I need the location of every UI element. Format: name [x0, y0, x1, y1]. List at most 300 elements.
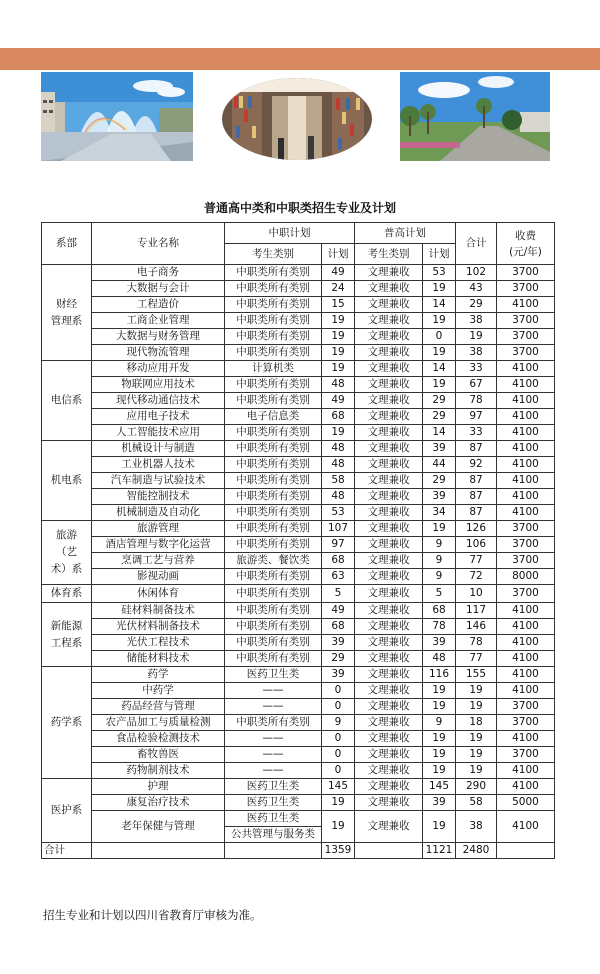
total-cell: 78 [456, 635, 497, 651]
pg-type-cell: 文理兼收 [355, 553, 423, 569]
major-cell: 工商企业管理 [92, 313, 225, 329]
total-cell: 33 [456, 361, 497, 377]
header-total: 合计 [456, 223, 497, 265]
pg-type-cell: 文理兼收 [355, 635, 423, 651]
total-cell: 77 [456, 651, 497, 667]
total-cell: 19 [456, 329, 497, 345]
zz-plan-cell: 107 [322, 521, 355, 537]
major-cell: 休闲体育 [92, 585, 225, 603]
zz-plan-cell: 39 [322, 635, 355, 651]
major-cell: 药物制剂技术 [92, 763, 225, 779]
table-row [42, 329, 555, 345]
major-cell: 旅游管理 [92, 521, 225, 537]
pg-plan-cell: 39 [423, 441, 456, 457]
table-row [42, 569, 555, 585]
major-cell: 汽车制造与试验技术 [92, 473, 225, 489]
zz-type-cell: —— [225, 763, 322, 779]
pg-type-cell: 文理兼收 [355, 521, 423, 537]
total-cell: 126 [456, 521, 497, 537]
total-cell: 87 [456, 489, 497, 505]
zz-plan-cell: 19 [322, 425, 355, 441]
total-cell: 29 [456, 297, 497, 313]
pg-type-cell: 文理兼收 [355, 313, 423, 329]
fee-cell: 4100 [497, 473, 555, 489]
zz-type-cell: 医药卫生类 [225, 667, 322, 683]
zz-type-cell: 中职类所有类别 [225, 393, 322, 409]
total-cell: 19 [456, 699, 497, 715]
major-cell: 硅材料制备技术 [92, 603, 225, 619]
zz-plan-cell: 0 [322, 683, 355, 699]
pg-plan-cell: 5 [423, 585, 456, 603]
table-row [42, 619, 555, 635]
header-pg-plan: 计划 [423, 244, 456, 265]
major-cell: 应用电子技术 [92, 409, 225, 425]
major-cell: 工程造价 [92, 297, 225, 313]
major-cell: 农产品加工与质量检测 [92, 715, 225, 731]
header-fee-label: 收费 [515, 229, 536, 242]
zz-plan-cell: 48 [322, 441, 355, 457]
total-cell: 87 [456, 505, 497, 521]
table-row [42, 667, 555, 683]
pg-type-cell: 文理兼收 [355, 425, 423, 441]
zz-plan-cell: 19 [322, 329, 355, 345]
pg-plan-cell: 19 [423, 313, 456, 329]
zz-type-cell: 计算机类 [225, 361, 322, 377]
table-row [42, 715, 555, 731]
pg-type-cell: 文理兼收 [355, 651, 423, 667]
zz-type-cell: 中职类所有类别 [225, 329, 322, 345]
fee-cell: 4100 [497, 731, 555, 747]
pg-type-cell: 文理兼收 [355, 329, 423, 345]
total-cell: 72 [456, 569, 497, 585]
pg-plan-cell: 29 [423, 393, 456, 409]
fee-cell: 4100 [497, 297, 555, 313]
table-row [42, 651, 555, 667]
major-cell: 食品检验检测技术 [92, 731, 225, 747]
major-cell: 康复治疗技术 [92, 795, 225, 811]
fee-cell: 4100 [497, 361, 555, 377]
zz-plan-cell: 29 [322, 651, 355, 667]
pg-type-cell: 文理兼收 [355, 683, 423, 699]
pg-type-cell: 文理兼收 [355, 489, 423, 505]
dept-cell: 体育系 [42, 585, 92, 603]
header-fee-unit: (元/年) [509, 245, 542, 258]
dept-cell: 药学系 [42, 667, 92, 779]
fee-cell: 4100 [497, 425, 555, 441]
dept-cell: 机电系 [42, 441, 92, 521]
pg-type-cell: 文理兼收 [355, 377, 423, 393]
zz-type-cell: —— [225, 699, 322, 715]
pg-type-cell: 文理兼收 [355, 619, 423, 635]
total-sum: 2480 [456, 843, 497, 859]
fee-cell: 4100 [497, 683, 555, 699]
total-cell: 19 [456, 731, 497, 747]
major-cell: 护理 [92, 779, 225, 795]
table-row [42, 265, 555, 281]
pg-plan-cell: 14 [423, 425, 456, 441]
total-cell: 19 [456, 747, 497, 763]
total-cell: 87 [456, 441, 497, 457]
pg-plan-cell: 14 [423, 361, 456, 377]
pg-plan-cell: 19 [423, 377, 456, 393]
zz-type-cell: 中职类所有类别 [225, 619, 322, 635]
table-row [42, 345, 555, 361]
major-cell: 现代移动通信技术 [92, 393, 225, 409]
zz-type-cell: 旅游类、餐饮类 [225, 553, 322, 569]
total-cell: 78 [456, 393, 497, 409]
pg-plan-cell: 19 [423, 699, 456, 715]
zz-plan-cell: 0 [322, 747, 355, 763]
fee-cell: 5000 [497, 795, 555, 811]
fee-cell: 4100 [497, 811, 555, 843]
table-row [42, 553, 555, 569]
pg-plan-cell: 39 [423, 635, 456, 651]
zz-plan-cell: 24 [322, 281, 355, 297]
header-zz-plan: 计划 [322, 244, 355, 265]
table-row [42, 393, 555, 409]
header-zz-type: 考生类别 [225, 244, 322, 265]
table-row [42, 457, 555, 473]
pg-type-cell: 文理兼收 [355, 603, 423, 619]
major-cell: 老年保健与管理 [92, 811, 225, 843]
zz-plan-cell: 15 [322, 297, 355, 313]
header-zhongzhi-plan: 中职计划 [225, 223, 355, 244]
fee-cell: 3700 [497, 537, 555, 553]
zz-type-cell: 中职类所有类别 [225, 585, 322, 603]
table-row [42, 747, 555, 763]
zz-plan-cell: 5 [322, 585, 355, 603]
major-cell: 机械制造及自动化 [92, 505, 225, 521]
table-row [42, 425, 555, 441]
major-cell: 大数据与会计 [92, 281, 225, 297]
pg-type-cell: 文理兼收 [355, 441, 423, 457]
fee-cell: 4100 [497, 377, 555, 393]
zz-type-cell: 中职类所有类别 [225, 313, 322, 329]
pg-type-cell: 文理兼收 [355, 569, 423, 585]
pg-plan-cell: 19 [423, 763, 456, 779]
header-putong-plan: 普高计划 [355, 223, 456, 244]
total-cell: 33 [456, 425, 497, 441]
pg-plan-cell: 39 [423, 795, 456, 811]
pg-plan-cell: 78 [423, 619, 456, 635]
major-cell: 移动应用开发 [92, 361, 225, 377]
major-cell: 光伏工程技术 [92, 635, 225, 651]
table-row [42, 763, 555, 779]
pg-type-cell: 文理兼收 [355, 345, 423, 361]
fee-cell: 3700 [497, 329, 555, 345]
pg-plan-cell: 68 [423, 603, 456, 619]
total-cell: 58 [456, 795, 497, 811]
table-row [42, 811, 555, 827]
dept-cell: 新能源 工程系 [42, 603, 92, 667]
table-row [42, 635, 555, 651]
pg-plan-cell: 19 [423, 747, 456, 763]
major-cell: 烹调工艺与营养 [92, 553, 225, 569]
zz-type-cell: 中职类所有类别 [225, 281, 322, 297]
pg-plan-cell: 145 [423, 779, 456, 795]
campus-road-photo [400, 72, 550, 161]
total-cell: 38 [456, 313, 497, 329]
fee-cell: 3700 [497, 747, 555, 763]
total-cell: 38 [456, 345, 497, 361]
zz-plan-cell: 19 [322, 361, 355, 377]
zz-plan-cell: 19 [322, 811, 355, 843]
pg-type-cell: 文理兼收 [355, 457, 423, 473]
zz-type-cell: 医药卫生类 [225, 811, 322, 827]
pg-type-cell: 文理兼收 [355, 409, 423, 425]
zz-type-cell: 中职类所有类别 [225, 489, 322, 505]
fee-cell: 3700 [497, 553, 555, 569]
dept-cell: 财经 管理系 [42, 265, 92, 361]
table-row [42, 683, 555, 699]
fee-cell: 3700 [497, 585, 555, 603]
major-cell: 现代物流管理 [92, 345, 225, 361]
fee-cell: 4100 [497, 603, 555, 619]
total-cell: 19 [456, 763, 497, 779]
table-row [42, 489, 555, 505]
pg-plan-cell: 29 [423, 409, 456, 425]
major-cell: 药学 [92, 667, 225, 683]
pg-type-cell: 文理兼收 [355, 537, 423, 553]
total-cell: 18 [456, 715, 497, 731]
table-row [42, 409, 555, 425]
zz-plan-cell: 49 [322, 603, 355, 619]
dept-cell: 医护系 [42, 779, 92, 843]
zz-plan-cell: 63 [322, 569, 355, 585]
pg-type-cell: 文理兼收 [355, 779, 423, 795]
zz-type-cell: 电子信息类 [225, 409, 322, 425]
table-row [42, 699, 555, 715]
pg-plan-cell: 29 [423, 473, 456, 489]
pg-plan-cell: 0 [423, 329, 456, 345]
pg-type-cell: 文理兼收 [355, 281, 423, 297]
campus-fountain-photo [41, 72, 193, 161]
fee-cell: 3700 [497, 313, 555, 329]
pg-plan-cell: 9 [423, 715, 456, 731]
table-row [42, 441, 555, 457]
major-cell: 电子商务 [92, 265, 225, 281]
total-cell: 92 [456, 457, 497, 473]
total-label: 合计 [42, 843, 92, 859]
total-cell: 10 [456, 585, 497, 603]
table-row [42, 297, 555, 313]
fee-cell: 4100 [497, 409, 555, 425]
zz-plan-cell: 68 [322, 409, 355, 425]
total-cell: 106 [456, 537, 497, 553]
table-row [42, 313, 555, 329]
dept-cell: 电信系 [42, 361, 92, 441]
zz-type-cell: 中职类所有类别 [225, 569, 322, 585]
table-row [42, 361, 555, 377]
major-cell: 影视动画 [92, 569, 225, 585]
zz-type-cell: 中职类所有类别 [225, 651, 322, 667]
zz-plan-cell: 48 [322, 457, 355, 473]
table-row [42, 603, 555, 619]
total-cell: 77 [456, 553, 497, 569]
fee-cell: 3700 [497, 345, 555, 361]
fee-cell: 4100 [497, 441, 555, 457]
fee-cell: 4100 [497, 619, 555, 635]
zz-type-cell: 中职类所有类别 [225, 265, 322, 281]
fee-cell: 3700 [497, 281, 555, 297]
table-row [42, 779, 555, 795]
table-row [42, 377, 555, 393]
fee-cell: 4100 [497, 667, 555, 683]
pg-plan-cell: 116 [423, 667, 456, 683]
header-banner [0, 48, 600, 70]
dept-cell: 旅游 （艺 术）系 [42, 521, 92, 585]
zz-plan-cell: 68 [322, 619, 355, 635]
zz-type-cell: 中职类所有类别 [225, 521, 322, 537]
pg-plan-cell: 14 [423, 297, 456, 313]
total-pg-plan: 1121 [423, 843, 456, 859]
fee-cell: 8000 [497, 569, 555, 585]
library-shelves-photo [222, 78, 372, 160]
pg-type-cell: 文理兼收 [355, 265, 423, 281]
zz-plan-cell: 19 [322, 313, 355, 329]
total-cell: 67 [456, 377, 497, 393]
zz-plan-cell: 53 [322, 505, 355, 521]
zz-plan-cell: 145 [322, 779, 355, 795]
fee-cell: 4100 [497, 763, 555, 779]
pg-type-cell: 文理兼收 [355, 393, 423, 409]
total-cell: 146 [456, 619, 497, 635]
zz-plan-cell: 48 [322, 489, 355, 505]
pg-type-cell: 文理兼收 [355, 667, 423, 683]
zz-type-cell: —— [225, 747, 322, 763]
major-cell: 人工智能技术应用 [92, 425, 225, 441]
major-cell: 大数据与财务管理 [92, 329, 225, 345]
zz-type-cell: 中职类所有类别 [225, 297, 322, 313]
pg-type-cell: 文理兼收 [355, 811, 423, 843]
zz-plan-cell: 19 [322, 345, 355, 361]
major-cell: 储能材料技术 [92, 651, 225, 667]
major-cell: 药品经营与管理 [92, 699, 225, 715]
fee-cell: 3700 [497, 715, 555, 731]
major-cell: 物联网应用技术 [92, 377, 225, 393]
zz-type-cell: —— [225, 683, 322, 699]
pg-plan-cell: 19 [423, 521, 456, 537]
pg-plan-cell: 39 [423, 489, 456, 505]
total-cell: 19 [456, 683, 497, 699]
zz-type-cell: 中职类所有类别 [225, 473, 322, 489]
pg-plan-cell: 19 [423, 281, 456, 297]
zz-type-cell: 中职类所有类别 [225, 441, 322, 457]
pg-type-cell: 文理兼收 [355, 585, 423, 603]
header-fee [497, 223, 555, 265]
total-cell: 43 [456, 281, 497, 297]
zz-type-cell: —— [225, 731, 322, 747]
pg-type-cell: 文理兼收 [355, 795, 423, 811]
pg-plan-cell: 44 [423, 457, 456, 473]
table-row [42, 795, 555, 811]
header-major: 专业名称 [92, 223, 225, 265]
total-zz-plan: 1359 [322, 843, 355, 859]
table-row [42, 505, 555, 521]
zz-type-cell: 医药卫生类 [225, 779, 322, 795]
major-cell: 光伏材料制备技术 [92, 619, 225, 635]
table-row [42, 731, 555, 747]
fee-cell: 3700 [497, 521, 555, 537]
pg-plan-cell: 19 [423, 345, 456, 361]
pg-type-cell: 文理兼收 [355, 715, 423, 731]
zz-type-cell: 中职类所有类别 [225, 603, 322, 619]
fee-cell: 3700 [497, 265, 555, 281]
zz-type-cell: 中职类所有类别 [225, 345, 322, 361]
zz-type-cell: 中职类所有类别 [225, 457, 322, 473]
zz-plan-cell: 9 [322, 715, 355, 731]
table-row [42, 585, 555, 603]
footnote: 招生专业和计划以四川省教育厅审核为准。 [43, 908, 262, 922]
pg-plan-cell: 19 [423, 683, 456, 699]
zz-type-cell: 中职类所有类别 [225, 425, 322, 441]
major-cell: 机械设计与制造 [92, 441, 225, 457]
pg-type-cell: 文理兼收 [355, 699, 423, 715]
fee-cell: 4100 [497, 393, 555, 409]
pg-type-cell: 文理兼收 [355, 297, 423, 313]
zz-type-cell: 中职类所有类别 [225, 377, 322, 393]
fee-cell: 4100 [497, 489, 555, 505]
table-title: 普通高中类和中职类招生专业及计划 [203, 201, 396, 215]
zz-type-cell: 医药卫生类 [225, 795, 322, 811]
zz-plan-cell: 0 [322, 763, 355, 779]
pg-type-cell: 文理兼收 [355, 731, 423, 747]
zz-plan-cell: 19 [322, 795, 355, 811]
zz-plan-cell: 68 [322, 553, 355, 569]
major-cell: 酒店管理与数字化运营 [92, 537, 225, 553]
zz-type-cell: 中职类所有类别 [225, 537, 322, 553]
pg-plan-cell: 48 [423, 651, 456, 667]
zz-type-cell: 中职类所有类别 [225, 635, 322, 651]
major-cell: 智能控制技术 [92, 489, 225, 505]
zz-type-cell: 中职类所有类别 [225, 715, 322, 731]
zz-plan-cell: 0 [322, 731, 355, 747]
major-cell: 畜牧兽医 [92, 747, 225, 763]
total-cell: 155 [456, 667, 497, 683]
header-dept: 系部 [42, 223, 92, 265]
total-cell: 87 [456, 473, 497, 489]
total-cell: 102 [456, 265, 497, 281]
major-cell: 中药学 [92, 683, 225, 699]
zz-plan-cell: 48 [322, 377, 355, 393]
table-row [42, 281, 555, 297]
pg-plan-cell: 34 [423, 505, 456, 521]
fee-cell: 4100 [497, 635, 555, 651]
pg-type-cell: 文理兼收 [355, 473, 423, 489]
zz-plan-cell: 49 [322, 393, 355, 409]
pg-plan-cell: 9 [423, 537, 456, 553]
total-cell: 97 [456, 409, 497, 425]
pg-type-cell: 文理兼收 [355, 763, 423, 779]
pg-plan-cell: 9 [423, 553, 456, 569]
zz-plan-cell: 49 [322, 265, 355, 281]
pg-plan-cell: 53 [423, 265, 456, 281]
total-cell: 290 [456, 779, 497, 795]
header-pg-type: 考生类别 [355, 244, 423, 265]
pg-type-cell: 文理兼收 [355, 747, 423, 763]
pg-plan-cell: 19 [423, 811, 456, 843]
table-row [42, 473, 555, 489]
zz-type-cell: 公共管理与服务类 [225, 827, 322, 843]
pg-type-cell: 文理兼收 [355, 505, 423, 521]
fee-cell: 4100 [497, 505, 555, 521]
fee-cell: 4100 [497, 779, 555, 795]
table-row [42, 521, 555, 537]
zz-plan-cell: 39 [322, 667, 355, 683]
pg-plan-cell: 9 [423, 569, 456, 585]
total-row [42, 843, 555, 859]
fee-cell: 4100 [497, 651, 555, 667]
